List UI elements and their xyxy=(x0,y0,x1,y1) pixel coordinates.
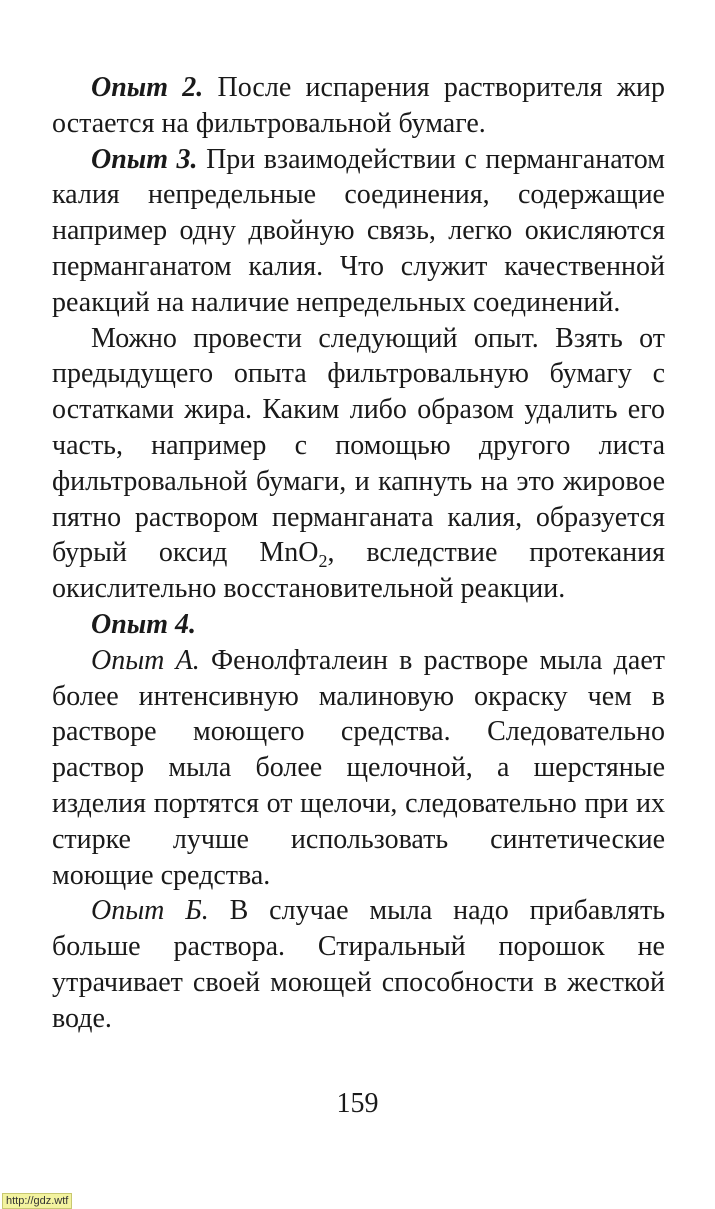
experiment-3-followup-paragraph xyxy=(52,321,665,607)
experiment-4b-text: В случае мыла надо прибавлять больше раствора. Стиральный порошок не утрачивает своей моющей способности в жесткой воде. xyxy=(52,895,666,1034)
experiment-2-paragraph xyxy=(52,70,665,142)
experiment-4b-label: Опыт Б. xyxy=(91,895,209,927)
experiment-3-followup-after: , вследствие протекания окислительно восстановительной реакции. xyxy=(52,537,665,605)
formula-base: MnO xyxy=(259,537,319,569)
experiment-3-followup-before: Можно провести следующий опыт. Взять от предыдущего опыта фильтровальную бумагу с остатками жира. Каким либо образом удалить его часть, например с помощью другого листа фильтровальной бумаги, и капнуть на это жировое пятно раствором перманганата калия, образуется бурый оксид xyxy=(52,322,665,569)
experiment-4a-paragraph xyxy=(52,643,665,894)
experiment-3-text: При взаимодействии с перманганатом калия непредельные соединения, содержащие например одну двойную связь, легко окисляются перманганатом калия. Что служит качественной реакций на наличие непредельных соединений. xyxy=(52,143,665,318)
experiment-2-text: После испарения растворителя жир остается на фильтровальной бумаге. xyxy=(52,72,666,139)
experiment-2-label: Опыт 2. xyxy=(91,72,204,103)
experiment-3-label: Опыт 3. xyxy=(91,143,198,175)
experiment-4a-label: Опыт А. xyxy=(91,644,200,676)
page-body xyxy=(52,70,665,1037)
experiment-4b-paragraph xyxy=(52,893,665,1036)
formula-subscript: 2 xyxy=(318,551,328,572)
experiment-4-heading: Опыт 4. xyxy=(91,608,196,640)
page-number: 159 xyxy=(336,1088,379,1119)
source-link[interactable]: http://gdz.wtf xyxy=(2,1193,72,1209)
mno2-formula xyxy=(259,537,328,572)
experiment-4a-text: Фенолфталеин в растворе мыла дает более интенсивную малиновую окраску чем в растворе моющего средства. Следовательно раствор мыла более щелочной, а шерстяные изделия портятся от щелочи, следовательно при их стирке лучше использовать синтетические моющие средства. xyxy=(52,644,665,891)
experiment-3-paragraph xyxy=(52,142,665,321)
